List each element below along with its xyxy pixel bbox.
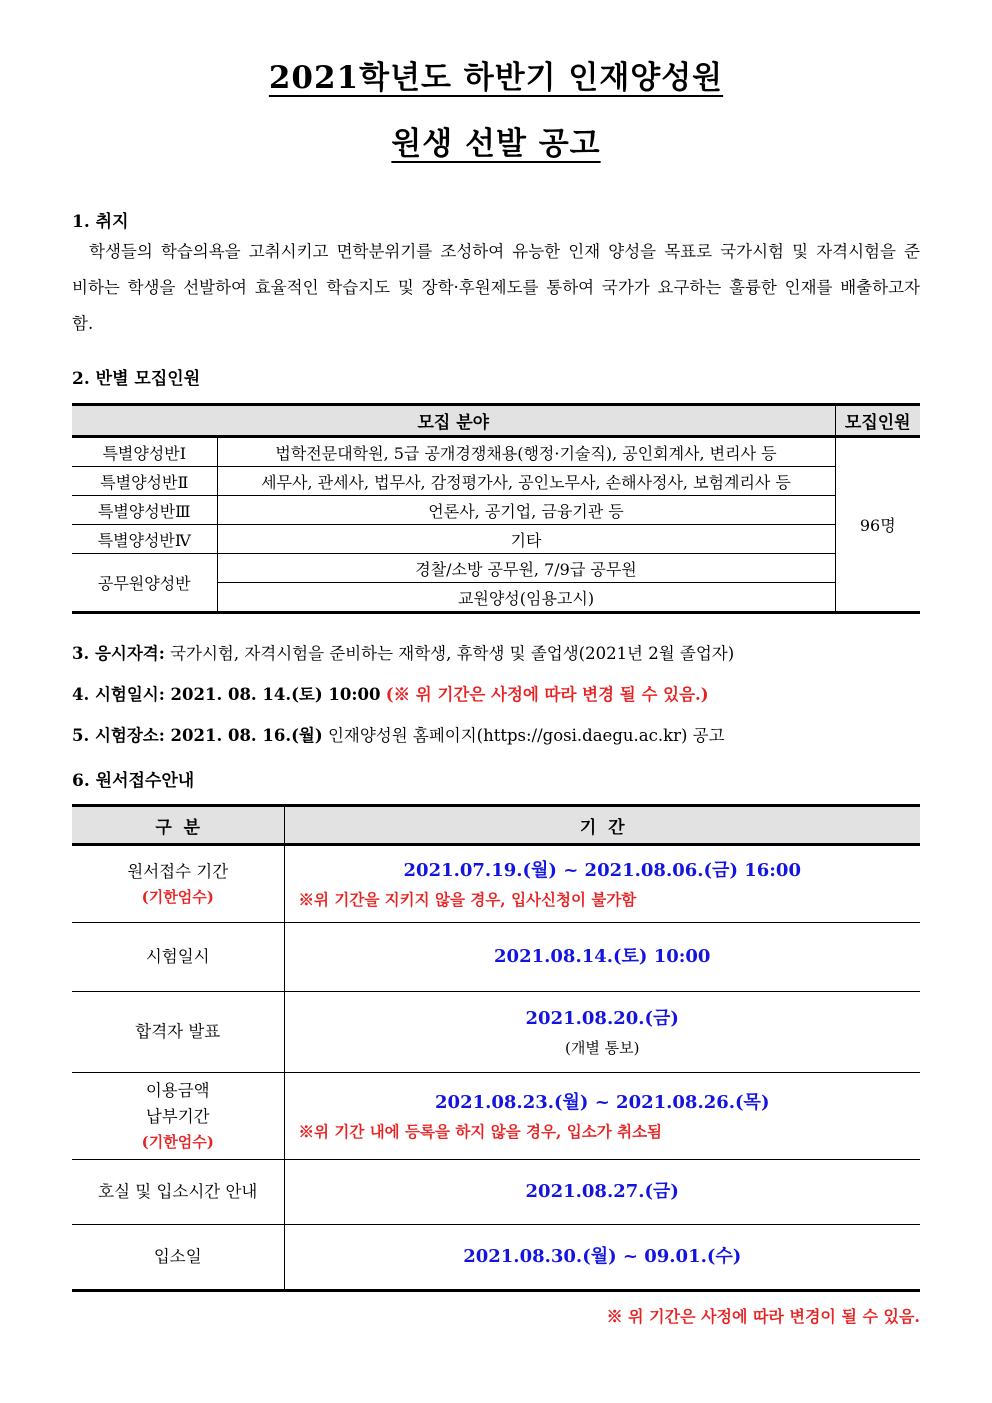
recruitment-table — [72, 403, 920, 614]
table-row — [72, 525, 920, 554]
class-field: 기타 — [217, 525, 835, 554]
period-warning: ※위 기간 내에 등록을 하지 않을 경우, 입소가 취소됨 — [298, 1121, 663, 1141]
category-label-line1: 이용금액 — [145, 1081, 210, 1100]
total-count: 96명 — [835, 437, 920, 613]
class-field: 교원양성(임용고시) — [217, 583, 835, 613]
schedule-category — [72, 1073, 284, 1160]
period-value: 2021.08.14.(토) 10:00 — [494, 946, 711, 967]
schedule-period — [284, 1073, 920, 1160]
table-row — [72, 1225, 920, 1291]
class-field: 법학전문대학원, 5급 공개경쟁채용(행정·기술직), 공인회계사, 변리사 등 — [217, 437, 835, 467]
title-line-1: 2021학년도 하반기 인재양성원 — [268, 60, 724, 96]
header-field: 모집 분야 — [72, 405, 835, 437]
class-name: 특별양성반Ⅳ — [72, 525, 217, 554]
period-value: 2021.08.30.(월) ~ 09.01.(수) — [463, 1246, 742, 1267]
class-name: 공무원양성반 — [72, 554, 217, 613]
item4-label: 4. 시험일시: 2021. 08. 14.(토) 10:00 — [72, 685, 381, 704]
period-value: 2021.07.19.(월) ~ 2021.08.06.(금) 16:00 — [403, 859, 801, 881]
section-1-heading: 1. 취지 — [72, 212, 129, 232]
header-period: 기 간 — [284, 806, 920, 845]
table-row — [72, 437, 920, 467]
schedule-period — [284, 845, 920, 923]
info-line-5 — [72, 722, 920, 746]
schedule-period — [284, 992, 920, 1073]
class-name: 특별양성반Ⅱ — [72, 467, 217, 496]
item5-text: 인재양성원 홈페이지(https://gosi.daegu.ac.kr) 공고 — [327, 726, 725, 745]
title-line-2: 원생 선발 공고 — [391, 126, 601, 162]
item5-label: 5. 시험장소: 2021. 08. 16.(월) — [72, 726, 323, 745]
info-line-4 — [72, 681, 920, 705]
header-category: 구 분 — [72, 806, 284, 845]
period-warning: ※위 기간을 지키지 않을 경우, 입사신청이 불가함 — [298, 889, 637, 909]
category-label-line2: 납부기간 — [145, 1107, 210, 1126]
footer-change-notice: ※ 위 기간은 사정에 따라 변경이 될 수 있음. — [606, 1307, 920, 1326]
section-1-body: 학생들의 학습의욕을 고취시키고 면학분위기를 조성하여 유능한 인재 양성을 목표로 국가시험 및 자격시험을 준비하는 학생을 선발하여 효율적인 학습지도 및 장학·후원제도를 통하여 국가가 요구하는 훌륭한 인재를 배출하고자 함. — [72, 242, 920, 333]
table-row — [72, 554, 920, 583]
item3-text: 국가시험, 자격시험을 준비하는 재학생, 휴학생 및 졸업생(2021년 2월 졸업자) — [170, 644, 735, 663]
section-2-heading: 2. 반별 모집인원 — [72, 369, 201, 389]
table-row — [72, 923, 920, 992]
item3-label: 3. 응시자격: — [72, 644, 165, 663]
class-name: 특별양성반Ⅲ — [72, 496, 217, 525]
schedule-period — [284, 1225, 920, 1291]
section-6-heading: 6. 원서접수안내 — [72, 771, 195, 791]
header-count: 모집인원 — [835, 405, 920, 437]
table-row — [72, 845, 920, 923]
recruitment-table-header-row — [72, 405, 920, 437]
schedule-category: 호실 및 입소시간 안내 — [72, 1160, 284, 1225]
class-field: 경찰/소방 공무원, 7/9급 공무원 — [217, 554, 835, 583]
table-row — [72, 496, 920, 525]
schedule-category: 합격자 발표 — [72, 992, 284, 1073]
table-row — [72, 992, 920, 1073]
schedule-table — [72, 804, 920, 1292]
schedule-table-header-row — [72, 806, 920, 845]
info-line-3 — [72, 640, 920, 664]
schedule-category — [72, 845, 284, 923]
category-note: (기한엄수) — [141, 1133, 214, 1151]
schedule-category: 시험일시 — [72, 923, 284, 992]
category-label: 원서접수 기간 — [127, 862, 229, 881]
document-title — [72, 52, 920, 163]
schedule-period — [284, 923, 920, 992]
class-field: 언론사, 공기업, 금융기관 등 — [217, 496, 835, 525]
class-name: 특별양성반Ⅰ — [72, 437, 217, 467]
category-note: (기한엄수) — [141, 888, 214, 906]
table-row — [72, 1160, 920, 1225]
class-field: 세무사, 관세사, 법무사, 감정평가사, 공인노무사, 손해사정사, 보험계리사 등 — [217, 467, 835, 496]
schedule-category: 입소일 — [72, 1225, 284, 1291]
period-value: 2021.08.27.(금) — [525, 1181, 679, 1202]
period-value: 2021.08.20.(금) — [525, 1008, 679, 1029]
table-row — [72, 1073, 920, 1160]
table-row — [72, 467, 920, 496]
period-value: 2021.08.23.(월) ~ 2021.08.26.(목) — [435, 1091, 770, 1113]
schedule-period — [284, 1160, 920, 1225]
item4-note: (※ 위 기간은 사정에 따라 변경 될 수 있음.) — [385, 685, 709, 704]
period-subnote: (개별 통보) — [565, 1039, 640, 1057]
